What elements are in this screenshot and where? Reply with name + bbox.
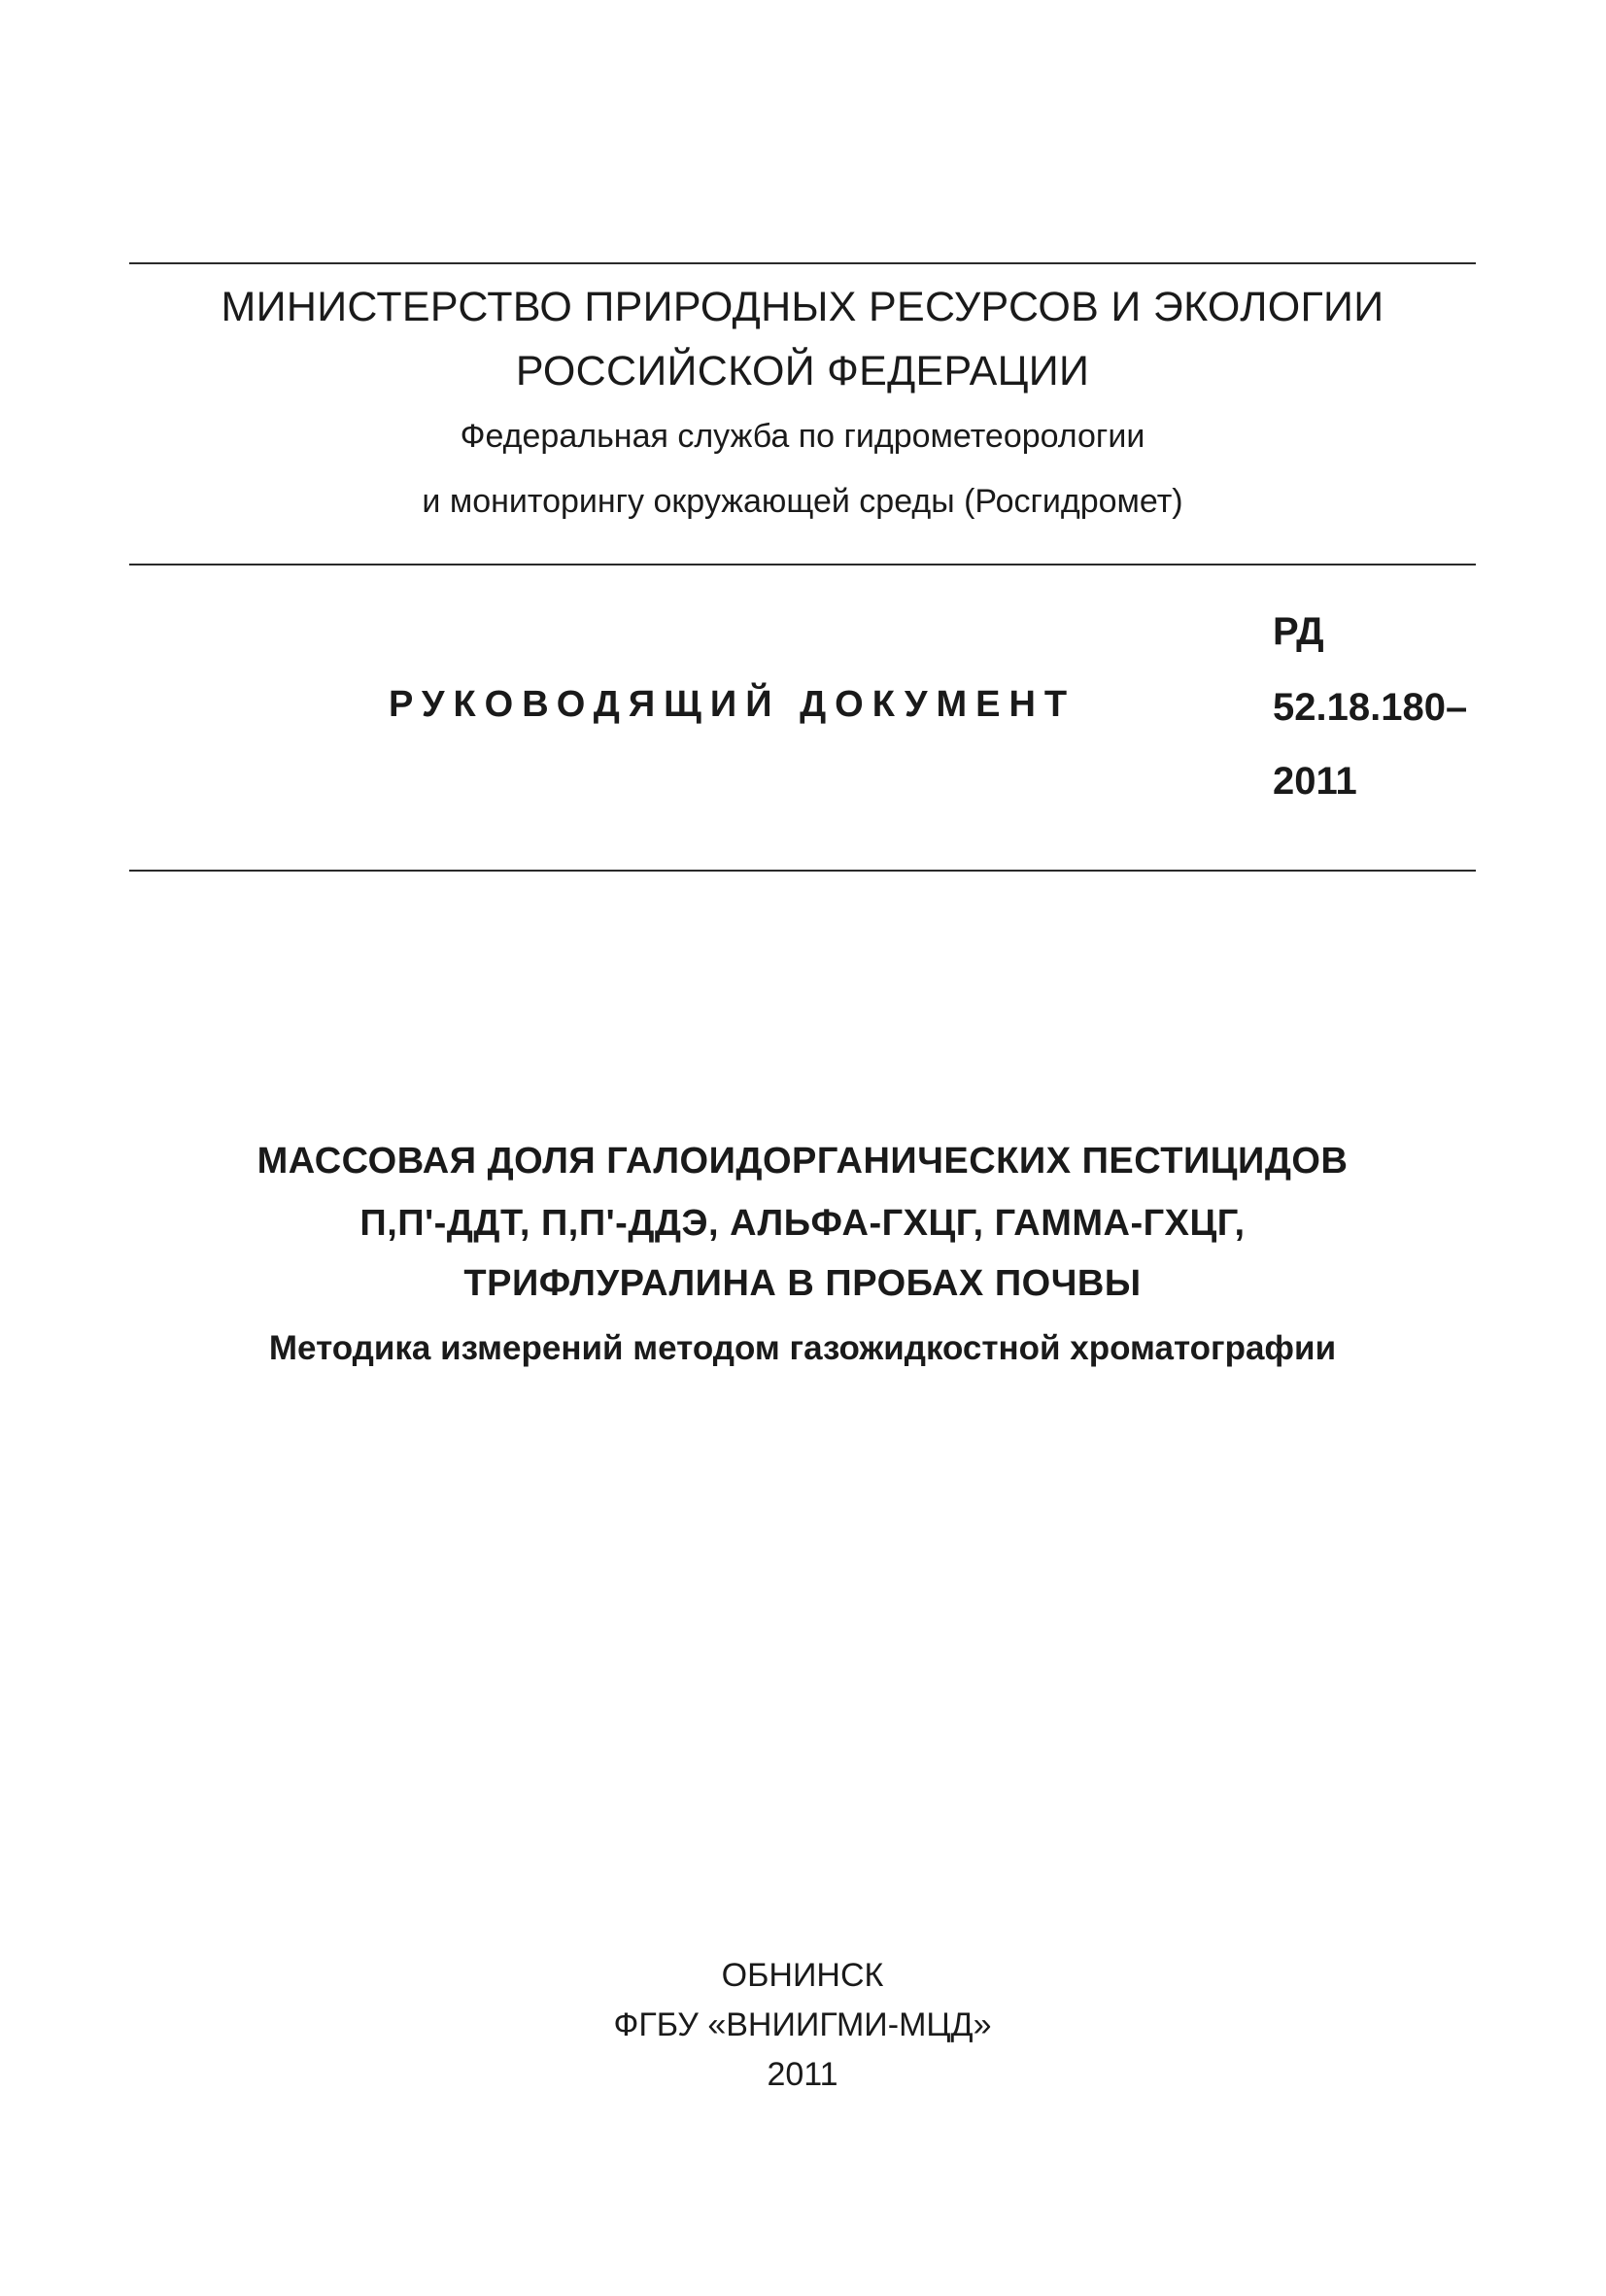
imprint-year: 2011 <box>767 2056 838 2093</box>
service-name-line2: и мониторингу окружающей среды (Росгидромет) <box>422 483 1183 520</box>
bottom-divider <box>129 870 1476 872</box>
ministry-name-line2: РОССИЙСКОЙ ФЕДЕРАЦИИ <box>515 348 1090 394</box>
middle-divider <box>129 564 1476 565</box>
imprint-publisher: ФГБУ «ВНИИГМИ-МЦД» <box>613 2006 992 2043</box>
document-type: РУКОВОДЯЩИЙ ДОКУМЕНТ <box>389 684 1076 725</box>
document-number: 52.18.180– <box>1273 686 1468 729</box>
document-title-line2: П,П'-ДДТ, П,П'-ДДЭ, АЛЬФА-ГХЦГ, ГАММА-ГХЦГ, <box>359 1203 1246 1244</box>
document-number-year: 2011 <box>1273 760 1357 803</box>
ministry-name-line1: МИНИСТЕРСТВО ПРИРОДНЫХ РЕСУРСОВ И ЭКОЛОГИИ <box>221 284 1384 330</box>
service-name-line1: Федеральная служба по гидрометеорологии <box>460 418 1145 455</box>
document-title-line3: ТРИФЛУРАЛИНА В ПРОБАХ ПОЧВЫ <box>463 1263 1142 1304</box>
document-number-prefix: РД <box>1273 610 1324 653</box>
imprint-city: ОБНИНСК <box>721 1957 884 1994</box>
document-subtitle: Методика измерений методом газожидкостной хроматографии <box>268 1329 1337 1367</box>
top-divider <box>129 262 1476 264</box>
document-title-line1: МАССОВАЯ ДОЛЯ ГАЛОИДОРГАНИЧЕСКИХ ПЕСТИЦИДОВ <box>256 1141 1349 1182</box>
